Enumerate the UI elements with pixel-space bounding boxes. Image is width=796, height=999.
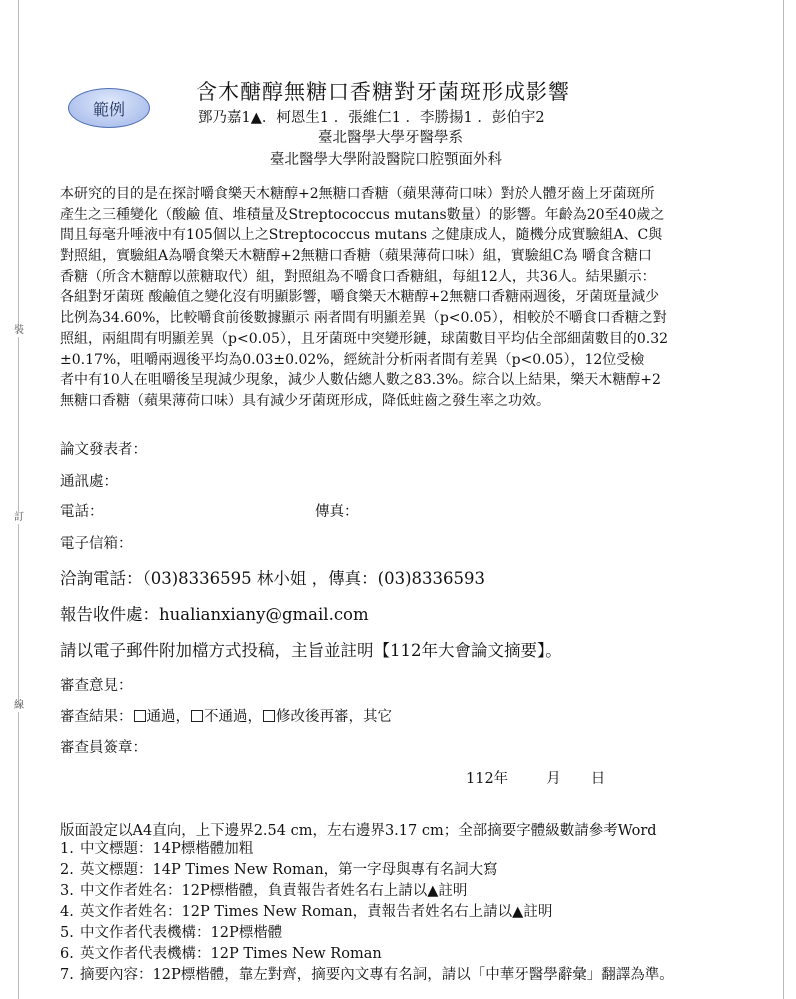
presenter-label: 論文發表者： [60,442,147,458]
pass-checkbox[interactable] [134,710,146,722]
review-result-row [60,705,392,726]
format-item: 4. 英文作者姓名：12P Times New Roman，責報告者姓名右上請以▲註明 [60,904,553,920]
format-item: 5. 中文作者代表機構：12P標楷體 [60,925,283,941]
abstract-line: 本研究的目的是在探討嚼食樂天木糖醇+2無糖口香糖（蘋果薄荷口味）對於人體牙齒上牙菌斑所 [60,186,655,202]
sample-badge-label: 範例 [92,99,125,119]
email-label: 電子信箱： [60,536,133,552]
format-list [60,839,674,986]
revise-option-label: 修改後再審，其它 [276,709,392,725]
abstract-line: 產生之三種變化（酸鹼 值、堆積量及Streptococcus mutans數量）的影響。年齡為20至40歲之 [60,206,665,223]
affiliation-2: 臺北醫學大學附設醫院口腔顎面外科 [270,152,502,168]
abstract-line: 香糖（所含木糖醇以蔗糖取代）組，對照組為不嚼食口香糖組，每組12人，共36人。結果顯示： [60,268,656,285]
format-intro: 版面設定以A4直向，上下邊界2.54 cm，左右邊界3.17 cm；全部摘要字體級數請參考Word [60,823,657,839]
abstract-line: 間且每毫升唾液中有105個以上之Streptococcus mutans 之健康成人，隨機分成實驗組A、C與 [60,227,663,244]
abstract-line: 照組，兩組間有明顯差異（p<0.05），且牙菌斑中突變形鏈，球菌數目平均佔全部細菌數目的0.32 [60,330,669,347]
fax-label: 傳真： [315,504,359,520]
reviewer-signature-label: 審查員簽章： [60,740,147,756]
format-item: 2. 英文標題：14P Times New Roman，第一字母與專有名詞大寫 [60,862,498,878]
fail-checkbox[interactable] [191,710,203,722]
abstract-line: 比例為34.60%，比較嚼食前後數據顯示 兩者間有明顯差異（p<0.05），相較於不嚼食口香糖之對 [60,310,667,327]
page-margin-line-right [783,0,784,999]
abstract-line: 者中有10人在咀嚼後呈現減少現象，減少人數佔總人數之83.3%。綜合以上結果，樂天木糖醇+2 [60,372,661,389]
paper-title: 含木醣醇無糖口香糖對牙菌斑形成影響 [196,80,570,104]
revise-checkbox[interactable] [263,710,275,722]
format-item: 6. 英文作者代表機構：12P Times New Roman [60,946,382,962]
page-margin-line-left [18,0,19,999]
date-day: 日 [590,771,606,787]
phone-label: 電話： [60,504,104,520]
date-month: 月 [546,771,561,787]
format-item: 7. 摘要內容：12P標楷體，靠左對齊，摘要內文專有名詞，請以「中華牙醫學辭彙」翻譯為準。 [60,967,674,983]
format-item: 3. 中文作者姓名：12P標楷體，負責報告者姓名右上請以▲註明 [60,883,468,899]
format-item: 1. 中文標題：14P標楷體加粗 [60,841,254,857]
abstract-line: 各組對牙菌斑 酸鹼值之變化沒有明顯影響，嚼食樂天木糖醇+2無糖口香糖兩週後，牙菌斑量減少 [60,289,660,306]
inquiry-contact: 洽詢電話：（03)8336595 林小姐 ，傳真：(03)8336593 [60,569,486,588]
pass-option-label: 通過， [146,709,190,725]
abstract-line: 對照組，實驗組A為嚼食樂天木糖醇+2無糖口香糖（蘋果薄荷口味）組，實驗組C為 嚼食含糖口 [60,248,652,265]
submission-instruction: 請以電子郵件附加檔方式投稿，主旨並註明【112年大會論文摘要】。 [60,641,562,660]
author-list: 鄧乃嘉1▲．柯恩生1 ．張維仁1 ．李勝揚1 ．彭伯宇2 [198,110,545,126]
affiliation-1: 臺北醫學大學牙醫學系 [318,130,463,146]
signature-date [466,767,605,788]
sample-badge [68,88,150,128]
abstract-body [60,184,750,412]
review-opinion-label: 審查意見： [60,678,133,694]
abstract-line: 無糖口香糖（蘋果薄荷口味）具有減少牙菌斑形成，降低蛀齒之發生率之功效。 [60,392,550,409]
binding-mark-ding: 訂 [14,512,24,523]
submission-address: 報告收件處：hualianxiany@gmail.com [60,605,369,624]
abstract-line: ±0.17%，咀嚼兩週後平均為0.03±0.02%，經統計分析兩者間有差異（p<0.05），12位受檢 [60,351,645,368]
date-year: 112年 [466,771,509,787]
binding-mark-xian: 線 [14,700,24,711]
contact-address-label: 通訊處： [60,474,118,490]
review-result-label: 審查結果： [60,709,133,725]
binding-mark-zhuang: 裝 [14,325,24,336]
fail-option-label: 不通過， [204,709,262,725]
